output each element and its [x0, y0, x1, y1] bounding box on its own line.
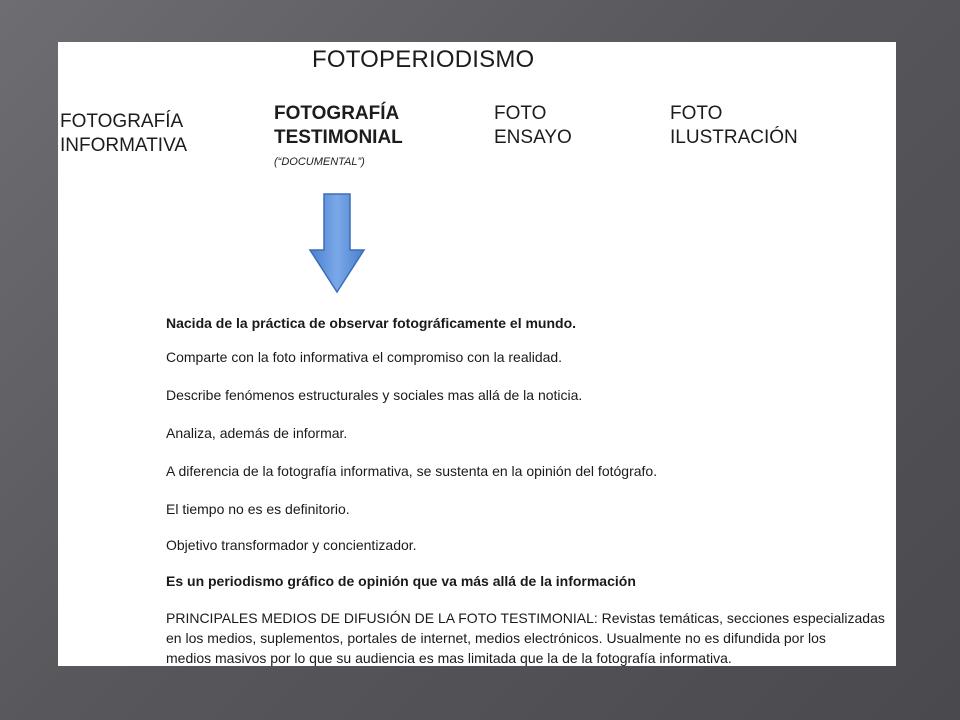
category-ensayo [494, 102, 572, 150]
category-line: FOTOGRAFÍA [274, 103, 400, 124]
category-line: ENSAYO [494, 127, 572, 148]
category-line: INFORMATIVA [60, 135, 188, 156]
paragraph-line: medios masivos por lo que su audiencia es mas limitada que la de la fotografía informativa. [166, 650, 732, 666]
list-item: Comparte con la foto informativa el compromiso con la realidad. [166, 349, 563, 365]
list-item: A diferencia de la fotografía informativa, se sustenta en la opinión del fotógrafo. [166, 463, 658, 479]
category-line: FOTOGRAFÍA [60, 111, 184, 132]
category-line: ILUSTRACIÓN [670, 127, 798, 148]
paragraph-line: en los medios, suplementos, portales de internet, medios electrónicos. Usualmente no es difundida por los [166, 630, 826, 646]
list-item: Nacida de la práctica de observar fotográficamente el mundo. [166, 315, 577, 331]
slide-title: FOTOPERIODISMO [312, 46, 535, 73]
list-item: Analiza, además de informar. [166, 425, 348, 441]
list-item: El tiempo no es es definitorio. [166, 501, 350, 517]
list-item: Es un periodismo gráfico de opinión que va más allá de la información [166, 573, 636, 589]
category-testimonial-note: (“DOCUMENTAL”) [274, 156, 365, 168]
category-line: FOTO [670, 103, 723, 124]
category-line: FOTO [494, 103, 547, 124]
category-testimonial [274, 102, 403, 150]
category-ilustracion [670, 102, 798, 150]
down-arrow-icon [308, 192, 366, 294]
list-item: Describe fenómenos estructurales y sociales mas allá de la noticia. [166, 387, 583, 403]
paragraph-line: PRINCIPALES MEDIOS DE DIFUSIÓN DE LA FOTO TESTIMONIAL: Revistas temáticas, secciones especializadas [166, 610, 885, 626]
media-paragraph [166, 608, 894, 666]
category-line: TESTIMONIAL [274, 127, 403, 148]
category-informativa [60, 110, 187, 158]
slide [58, 42, 896, 666]
list-item: Objetivo transformador y concientizador. [166, 537, 417, 553]
